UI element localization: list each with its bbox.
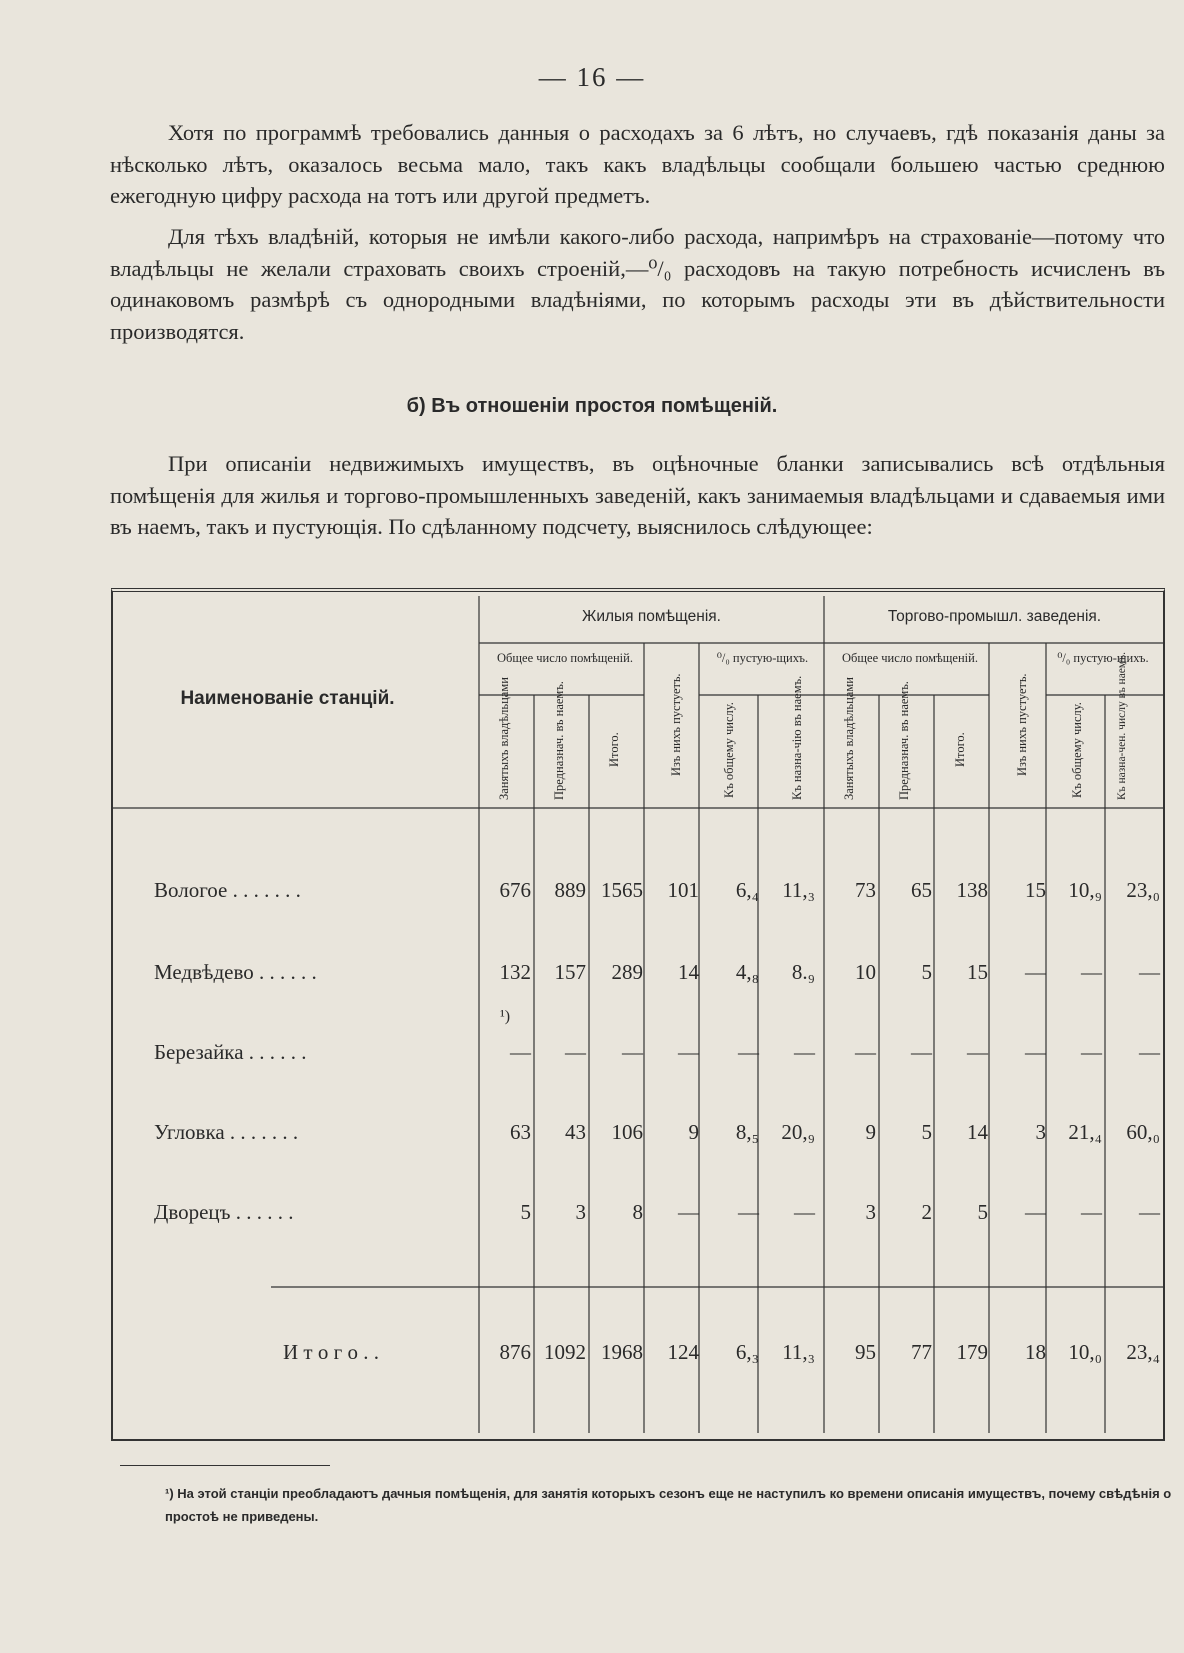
table-cell: — (1025, 1200, 1046, 1224)
table-cell: 9 (688, 1120, 699, 1144)
com-col-pct-total: Къ общему числу. (1070, 702, 1084, 798)
table-cell: 60,₀ (1126, 1120, 1160, 1144)
table-cell: 14 (967, 1120, 988, 1144)
table-cell: 5 (520, 1200, 531, 1224)
table-cell: 10,₉ (1068, 878, 1102, 902)
com-col-for-rent: Предназнач. въ наемъ. (897, 681, 911, 800)
table-cell: — (1139, 1200, 1160, 1224)
com-col-vacant: Изъ нихъ пустуетъ. (1015, 673, 1029, 777)
table-cell: — (1081, 1200, 1102, 1224)
table-cell: — (967, 1040, 988, 1064)
table-cell: 5 (977, 1200, 988, 1224)
row-header: Наименованіе станцій. (180, 688, 395, 709)
res-col-occupied: Занятыхъ владѣльцами (497, 677, 511, 800)
table-cell: 676 (499, 878, 531, 902)
table-cell: 4,₈ (735, 960, 759, 984)
table-cell: 3 (1035, 1120, 1046, 1144)
table-cell: 5 (921, 1120, 932, 1144)
table-cell: 73 (855, 878, 876, 902)
res-col-pct-total: Къ общему числу. (722, 702, 736, 798)
group-commercial: Торгово-промышл. заведенія. (887, 608, 1102, 625)
com-total-count-header: Общее число помѣщеній. (842, 651, 978, 665)
com-col-pct-rent: Къ назна-чен. числу въ наемъ. (1116, 651, 1128, 800)
res-col-total: Итого. (607, 732, 621, 768)
total-cell: 95 (855, 1340, 876, 1364)
table-cell: 21,₄ (1068, 1120, 1102, 1144)
total-cell: 18 (1025, 1340, 1046, 1364)
total-cell: 6,₃ (735, 1340, 759, 1364)
table-cell: 14 (678, 960, 699, 984)
table-cell: 8,₅ (735, 1120, 759, 1144)
table-cell: — (622, 1040, 643, 1064)
table-cell: — (1081, 960, 1102, 984)
table-cell: — (510, 1040, 531, 1064)
res-col-vacant: Изъ нихъ пустуетъ. (669, 673, 683, 777)
total-cell: 876 (499, 1340, 531, 1364)
table-cell: 43 (565, 1120, 586, 1144)
table-cell: 289 (611, 960, 643, 984)
table-cell: 8.₉ (791, 960, 815, 984)
table-footnote-mark: ¹) (500, 1008, 511, 1025)
total-cell: 124 (667, 1340, 699, 1364)
paragraph-expenses-period: Хотя по программѣ требовались данныя о расходахъ за 6 лѣтъ, но случаевъ, гдѣ показанія даны за нѣсколько лѣтъ, оказалось весьма мало, такъ какъ владѣльцы сообщали большею частью среднюю ежегодную цифру расхода на тотъ или другой предметъ. (110, 120, 1165, 208)
table-cell: 9 (865, 1120, 876, 1144)
res-total-count-header: Общее число помѣщеній. (497, 651, 633, 665)
table-cell: 10 (855, 960, 876, 984)
com-col-occupied: Занятыхъ владѣльцами (842, 677, 856, 800)
table-cell: 15 (967, 960, 988, 984)
group-residential: Жилыя помѣщенія. (582, 608, 721, 625)
total-cell: 11,₃ (782, 1340, 815, 1364)
table-cell: 6,₄ (735, 878, 759, 902)
station-name: Угловка . . . . . . . (154, 1120, 299, 1144)
table-cell: — (1139, 960, 1160, 984)
station-name: Вологое . . . . . . . (154, 878, 301, 902)
footnote: ¹) На этой станціи преобладаютъ дачныя помѣщенія, для занятія которыхъ сезонъ еще не наступилъ ко времени описанія имуществъ, почему свѣдѣнія о простоѣ не приведены. (165, 1486, 1172, 1524)
table-cell: 1565 (601, 878, 643, 902)
table-cell: 138 (956, 878, 988, 902)
table-cell: — (1139, 1040, 1160, 1064)
station-name: Медвѣдево . . . . . . (154, 960, 317, 984)
paragraph-description: При описаніи недвижимыхъ имуществъ, въ оцѣночные бланки записывались всѣ отдѣльныя помѣщенія для жилья и торгово-промышленныхъ заведеній, какъ занимаемыя владѣльцами и сдаваемыя ими въ наемъ, такъ и пустующія. По сдѣланному подсчету, выяснилось слѣдующее: (110, 451, 1165, 539)
table-cell: 23,₀ (1126, 878, 1160, 902)
res-vacant-pct-header: ⁰/₀ пустую-щихъ. (716, 651, 809, 665)
table-cell: 5 (921, 960, 932, 984)
res-col-for-rent: Предназнач. въ наемъ. (552, 681, 566, 800)
page-number: — 16 — (538, 62, 646, 92)
table-cell: — (678, 1040, 699, 1064)
table-cell: — (1081, 1040, 1102, 1064)
table-cell: — (1025, 960, 1046, 984)
table-cell: — (855, 1040, 876, 1064)
total-cell: 23,₄ (1126, 1340, 1160, 1364)
com-vacant-pct-header: ⁰/₀ пустую-щихъ. (1057, 651, 1149, 665)
total-cell: 1092 (544, 1340, 586, 1364)
station-name: Дворецъ . . . . . . (154, 1200, 294, 1224)
table-cell: 8 (632, 1200, 643, 1224)
table-cell: 15 (1025, 878, 1046, 902)
table-cell: 889 (554, 878, 586, 902)
res-col-pct-rent: Къ назна-чію въ наемъ. (790, 675, 804, 800)
table-cell: 157 (554, 960, 586, 984)
table-cell: — (911, 1040, 932, 1064)
paragraph-insurance: Для тѣхъ владѣній, которыя не имѣли какого-либо расхода, напримѣръ на страхованіе—потому что владѣльцы не желали страховать своихъ строеній,—⁰/₀ расходовъ на такую потребность исчисленъ въ одинаковомъ размѣрѣ съ однородными владѣніями, по которымъ расходы эти въ дѣйствительности производятся. (110, 224, 1165, 344)
table-cell: 3 (575, 1200, 586, 1224)
table-cell: — (794, 1040, 815, 1064)
station-name: Березайка . . . . . . (154, 1040, 307, 1064)
table-cell: — (738, 1040, 759, 1064)
table-cell: 106 (611, 1120, 643, 1144)
table-cell: — (1025, 1040, 1046, 1064)
table-cell: 2 (921, 1200, 932, 1224)
table-cell: 63 (510, 1120, 531, 1144)
total-cell: 10,₀ (1068, 1340, 1102, 1364)
total-cell: 1968 (601, 1340, 643, 1364)
table-cell: 3 (865, 1200, 876, 1224)
table-cell: 101 (667, 878, 699, 902)
table-cell: — (678, 1200, 699, 1224)
total-cell: 77 (911, 1340, 932, 1364)
com-col-total: Итого. (953, 732, 967, 768)
table-cell: 11,₃ (782, 878, 815, 902)
section-heading: б) Въ отношеніи простоя помѣщеній. (406, 395, 778, 417)
table-cell: 20,₉ (781, 1120, 815, 1144)
table-cell: 132 (499, 960, 531, 984)
table-cell: — (794, 1200, 815, 1224)
total-label: И т о г о . . (283, 1340, 379, 1364)
total-cell: 179 (956, 1340, 988, 1364)
footnote-rule (120, 1465, 330, 1466)
table-cell: — (738, 1200, 759, 1224)
table-cell: — (565, 1040, 586, 1064)
table-cell: 65 (911, 878, 932, 902)
